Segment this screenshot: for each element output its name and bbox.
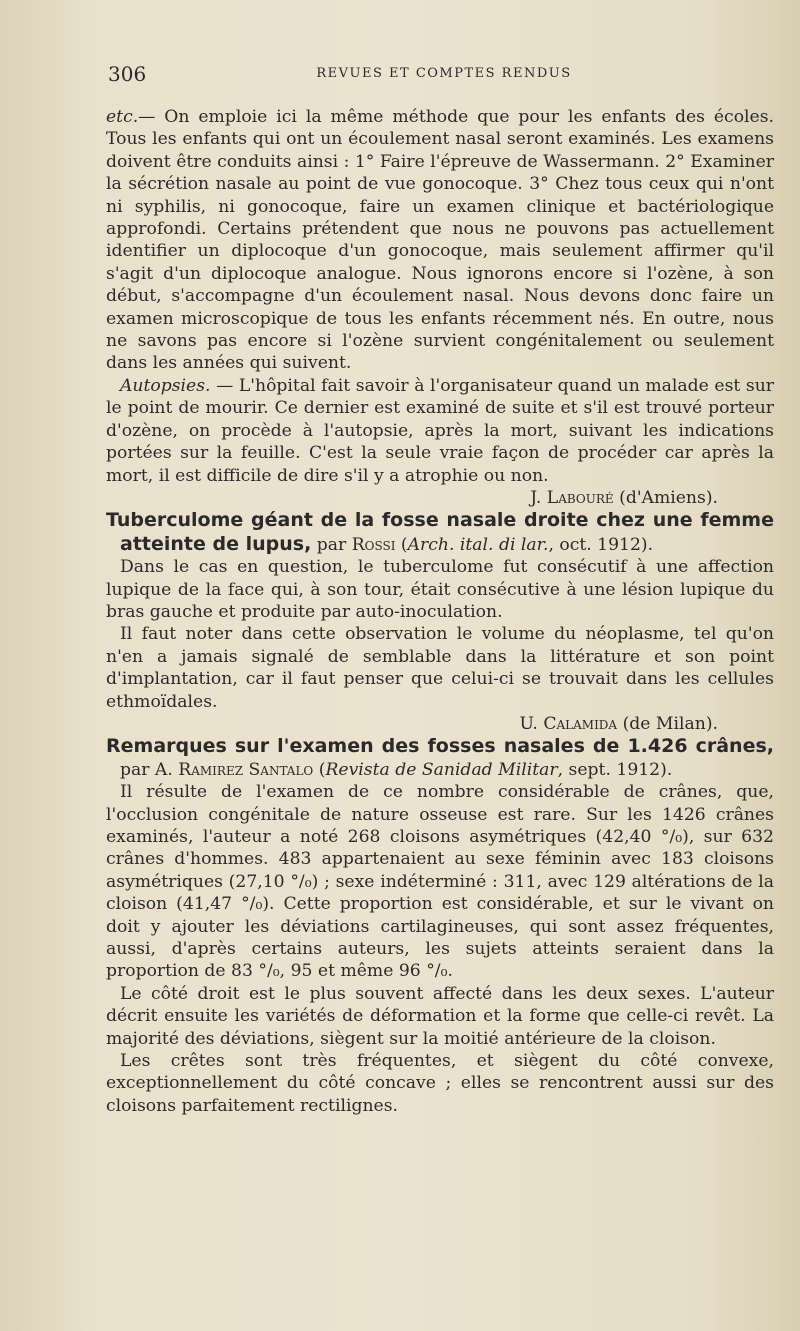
article2-paragraph-2: Il faut noter dans cette observation le volume du néoplasme, tel qu'on n'en a jamais signalé de semblable dans la littérature et son point d'implantation, car il faut penser que celui-ci se trouvait dans les cellules ethmoïdales. [106, 624, 774, 712]
page-number: 306 [108, 62, 147, 86]
article2-paragraph-1: Dans le cas en question, le tuberculome fut consécutif à une affection lupique de la face qui, à son tour, était consécutive à une lésion lupique du bras gauche et produite par auto-inoculation. [106, 557, 774, 622]
article2-heading: Tuberculome géant de la fosse nasale droite chez une femme atteinte de lupus, par Rossi (Arch. ital. di lar., oct. 1912). [106, 509, 774, 555]
article3-paragraph-3: Les crêtes sont très fréquentes, et siègent du côté convexe, exceptionnellement du côté concave ; elles se rencontrent aussi sur des cloisons parfaitement rectilignes. [106, 1051, 774, 1116]
article3-heading: Remarques sur l'examen des fosses nasales de 1.426 crânes, par A. Ramirez Santalo (Revista de Sanidad Militar, sept. 1912). [106, 735, 774, 780]
article1-signature: J. Labouré (d'Amiens). [530, 487, 718, 508]
page-header [108, 62, 780, 92]
article3-paragraph-2: Le côté droit est le plus souvent affecté dans les deux sexes. L'auteur décrit ensuite les variétés de déformation et la forme que celle-ci revêt. La majorité des déviations, siègent sur la moitié antérieure de la cloison. [106, 983, 774, 1049]
article1-paragraph-1: etc.— On emploie ici la même méthode que pour les enfants des écoles. Tous les enfants qui ont un écoulement nasal seront examinés. Les examens doivent être conduits ainsi : 1° Faire l'épreuve de Wassermann. 2° Examiner la sécrétion nasale au point de vue gonocoque. 3° Chez tous ceux qui n'ont ni syphilis, ni gonocoque, faire un examen clinique et bactériologique approfondi. Certains prétendent que nous ne pouvons pas actuellement identifier un diplocoque d'un gonocoque, mais seulement affirmer qu'il s'agit d'un diplocoque analogue. Nous ignorons encore si l'ozène, à son début, s'accompagne d'un écoulement nasal. Nous devons donc faire un examen microscopique de tous les enfants récemment nés. En outre, nous ne savons pas encore si l'ozène survient congénitalement ou seulement dans les années qui suivent. [106, 107, 774, 374]
article2-signature: U. Calamida (de Milan). [519, 713, 718, 734]
article3-paragraph-1: Il résulte de l'examen de ce nombre considérable de crânes, que, l'occlusion congénitale de nature osseuse est rare. Sur les 1426 crânes examinés, l'auteur a noté 268 cloisons asymétriques (42,40 °/₀), sur 632 crânes d'hommes. 483 appartenaient au sexe féminin avec 183 cloisons asymétriques (27,10 °/₀) ; sexe indéterminé : 311, avec 129 altérations de la cloison (41,47 °/₀). Cette proportion est considérable, et sur le vivant on doit y ajouter les déviations cartilagineuses, qui sont assez fréquentes, aussi, d'après certains auteurs, les sujets atteints seraient dans la proportion de 83 °/₀, 95 et même 96 °/₀. [106, 782, 774, 982]
running-title: REVUES ET COMPTES RENDUS [316, 66, 572, 81]
article3-journal: Revista de Sanidad Militar [325, 759, 558, 780]
article2-author: Calamida [543, 713, 618, 734]
body-text [106, 106, 774, 1117]
article1-autopsies-label: Autopsies. [120, 375, 211, 396]
article2-journal: Arch. ital. di lar. [407, 534, 549, 555]
article1-lead-italic: etc. [106, 107, 139, 127]
article1-author: Labouré [546, 487, 614, 508]
article2-title: Tuberculome géant de la fosse nasale droite chez une femme atteinte de lupus, [106, 509, 774, 555]
article2-ref-author: Rossi [351, 534, 396, 555]
article3-ref-author: Ramirez Santalo [178, 759, 314, 780]
article1-paragraph-2: Autopsies. — L'hôpital fait savoir à l'organisateur quand un malade est sur le point de mourir. Ce dernier est examiné de suite et s'il est trouvé porteur d'ozène, on procède à l'autopsie, après la mort, suivant les indications portées sur la feuille. C'est la seule vraie façon de procéder car après la mort, il est difficile de dire s'il y a atrophie ou non. [106, 375, 774, 486]
article3-title: Remarques sur l'examen des fosses nasales de 1.426 crânes, [106, 735, 774, 758]
